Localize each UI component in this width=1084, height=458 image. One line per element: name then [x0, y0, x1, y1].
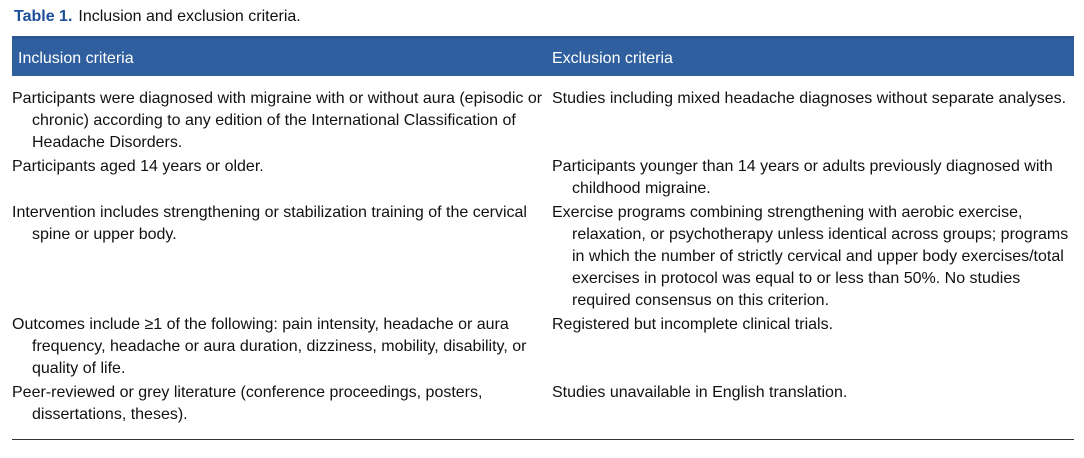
table-row — [12, 156, 1074, 200]
table-bottom-rule — [12, 439, 1074, 440]
inclusion-cell: Peer-reviewed or grey literature (conference proceedings, posters, dissertations, theses). — [12, 384, 483, 423]
exclusion-cell: Studies unavailable in English translation. — [552, 384, 848, 401]
inclusion-cell: Participants aged 14 years or older. — [12, 158, 264, 175]
inclusion-cell: Participants were diagnosed with migraine with or without aura (episodic or chronic) according to any edition of the International Classification of Headache Disorders. — [12, 90, 543, 151]
exclusion-cell: Exercise programs combining strengthening with aerobic exercise, relaxation, or psychotherapy unless identical across groups; programs in which the number of strictly cervical and upper body exercises/total exercises in protocol was equal to or less than 50%. No studies required consensus on this criterion. — [552, 204, 1069, 309]
table-row — [12, 382, 1074, 426]
table-body — [12, 88, 1074, 428]
table-row — [12, 88, 1074, 154]
exclusion-cell: Studies including mixed headache diagnoses without separate analyses. — [552, 90, 1067, 107]
table-caption — [14, 6, 301, 28]
table-label: Table 1. — [14, 8, 73, 25]
table-row — [12, 314, 1074, 380]
exclusion-cell: Registered but incomplete clinical trials. — [552, 316, 834, 333]
inclusion-cell: Intervention includes strengthening or stabilization training of the cervical spine or upper body. — [12, 204, 527, 243]
header-exclusion-criteria: Exclusion criteria — [552, 50, 673, 67]
table-row — [12, 202, 1074, 312]
table-title: Inclusion and exclusion criteria. — [78, 8, 301, 25]
table-header — [12, 39, 1074, 76]
exclusion-cell: Participants younger than 14 years or adults previously diagnosed with childhood migraine. — [552, 158, 1053, 197]
inclusion-cell: Outcomes include ≥1 of the following: pain intensity, headache or aura frequency, headache or aura duration, dizziness, mobility, disability, or quality of life. — [12, 316, 527, 377]
header-inclusion-criteria: Inclusion criteria — [18, 50, 134, 67]
